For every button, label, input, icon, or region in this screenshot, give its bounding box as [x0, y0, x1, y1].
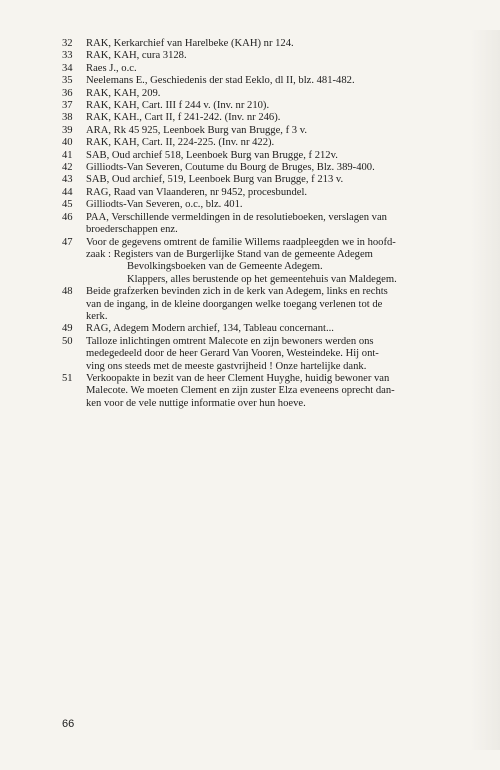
footnote-line: Malecote. We moeten Clement en zijn zuster Elza eveneens oprecht dan-	[86, 385, 395, 397]
footnote-text	[86, 38, 470, 50]
footnote	[62, 373, 470, 410]
footnote-text	[86, 187, 470, 199]
footnote-text	[86, 88, 470, 100]
footnote-line: Voor de gegevens omtrent de familie Willems raadpleegden we in hoofd-	[86, 236, 396, 248]
footnote-line: kerk.	[86, 310, 108, 322]
footnote-number: 43	[62, 174, 73, 186]
footnote-text	[86, 137, 470, 149]
footnote	[62, 137, 470, 149]
footnote-line: RAG, Raad van Vlaanderen, nr 9452, procesbundel.	[86, 186, 308, 198]
footnote-line: Verkoopakte in bezit van de heer Clement Huyghe, huidig bewoner van	[86, 372, 390, 384]
footnote-number: 36	[62, 87, 73, 99]
footnote-line: Gilliodts-Van Severen, o.c., blz. 401.	[86, 199, 243, 211]
footnote-number: 42	[62, 162, 73, 174]
footnote-line: Neelemans E., Geschiedenis der stad Eeklo, dl II, blz. 481-482.	[86, 75, 355, 87]
footnote-line: RAK, Kerkarchief van Harelbeke (KAH) nr 124.	[86, 38, 294, 49]
footnote-line: ving ons steeds met de meeste gastvrijheid ! Onze hartelijke dank.	[86, 360, 367, 372]
footnote-line: Raes J., o.c.	[86, 62, 137, 74]
footnote-text	[86, 50, 470, 62]
footnote-line: ken voor de vele nuttige informatie over hun hoeve.	[86, 397, 306, 409]
footnote-line-indented: Klappers, alles berustende op het gemeentehuis van Maldegem.	[127, 273, 397, 285]
footnote-line: Beide grafzerken bevinden zich in de kerk van Adegem, links en rechts	[86, 286, 388, 298]
footnote-number: 39	[62, 124, 73, 136]
footnote-text	[86, 162, 470, 174]
footnote	[62, 162, 470, 174]
footnote	[62, 174, 470, 186]
footnote	[62, 199, 470, 211]
footnote-line: zaak : Registers van de Burgerlijke Stand van de gemeente Adegem	[86, 248, 373, 260]
footnote-number: 46	[62, 211, 73, 223]
footnote	[62, 100, 470, 112]
footnote	[62, 187, 470, 199]
footnote-line: RAK, KAH, 209.	[86, 87, 161, 99]
footnote-number: 40	[62, 137, 73, 149]
footnote-number: 37	[62, 100, 73, 112]
footnote-line: RAK, KAH, Cart. II, 224-225. (Inv. nr 422).	[86, 137, 275, 149]
footnote-line: Talloze inlichtingen omtrent Malecote en zijn bewoners werden ons	[86, 335, 374, 347]
footnote-number: 47	[62, 236, 73, 248]
footnote-line: RAK, KAH, cura 3128.	[86, 50, 187, 62]
footnote	[62, 38, 470, 50]
footnote-text	[86, 323, 470, 335]
footnote	[62, 212, 470, 237]
footnote-text	[86, 336, 470, 373]
bleed-through-margin	[470, 30, 500, 750]
footnote	[62, 63, 470, 75]
footnotes-list	[62, 38, 470, 410]
footnote-line: RAK, KAH, Cart. III f 244 v. (Inv. nr 210).	[86, 100, 270, 112]
footnote-number: 51	[62, 372, 73, 384]
footnote	[62, 286, 470, 323]
footnote	[62, 88, 470, 100]
footnote-line-indented: Bevolkingsboeken van de Gemeente Adegem.	[127, 261, 323, 273]
footnote-number: 50	[62, 335, 73, 347]
footnote-line: Gilliodts-Van Severen, Coutume du Bourg de Bruges, Blz. 389-400.	[86, 162, 375, 174]
footnote-number: 35	[62, 75, 73, 87]
footnote-line: van de ingang, in de kleine doorgangen welke toegang verlenen tot de	[86, 298, 383, 310]
footnote-number: 38	[62, 112, 73, 124]
footnote-line: broederschappen enz.	[86, 224, 178, 236]
footnote-line: RAK, KAH., Cart II, f 241-242. (Inv. nr 246).	[86, 112, 281, 124]
footnote-text	[86, 286, 470, 323]
footnote-line: PAA, Verschillende vermeldingen in de resolutieboeken, verslagen van	[86, 211, 387, 223]
footnote-text	[86, 150, 470, 162]
footnote-text	[86, 112, 470, 124]
footnote-line: ARA, Rk 45 925, Leenboek Burg van Brugge, f 3 v.	[86, 124, 307, 136]
footnote-number: 33	[62, 50, 73, 62]
footnote-number: 45	[62, 199, 73, 211]
footnote-text	[86, 75, 470, 87]
footnote	[62, 237, 470, 287]
footnote-number: 48	[62, 286, 73, 298]
footnote	[62, 323, 470, 335]
footnote-line: SAB, Oud archief 518, Leenboek Burg van Brugge, f 212v.	[86, 149, 338, 161]
footnote-line: SAB, Oud archief, 519, Leenboek Burg van Brugge, f 213 v.	[86, 174, 344, 186]
footnote	[62, 112, 470, 124]
footnote	[62, 125, 470, 137]
footnote-text	[86, 63, 470, 75]
footnote-text	[86, 373, 470, 410]
footnote-number: 32	[62, 38, 73, 49]
footnote-text	[86, 125, 470, 137]
footnote	[62, 50, 470, 62]
footnote-number: 34	[62, 62, 73, 74]
page-number: 66	[62, 718, 75, 730]
footnote-number: 44	[62, 186, 73, 198]
footnote-number: 41	[62, 149, 73, 161]
footnote-text	[86, 237, 470, 287]
footnote-line: RAG, Adegem Modern archief, 134, Tableau concernant...	[86, 323, 334, 335]
footnote-line: medegedeeld door de heer Gerard Van Vooren, Westeindeke. Hij ont-	[86, 348, 379, 360]
footnote	[62, 75, 470, 87]
footnote-text	[86, 212, 470, 237]
footnote-text	[86, 199, 470, 211]
footnote	[62, 150, 470, 162]
footnote-number: 49	[62, 323, 73, 335]
footnote-text	[86, 174, 470, 186]
footnote-text	[86, 100, 470, 112]
footnote	[62, 336, 470, 373]
